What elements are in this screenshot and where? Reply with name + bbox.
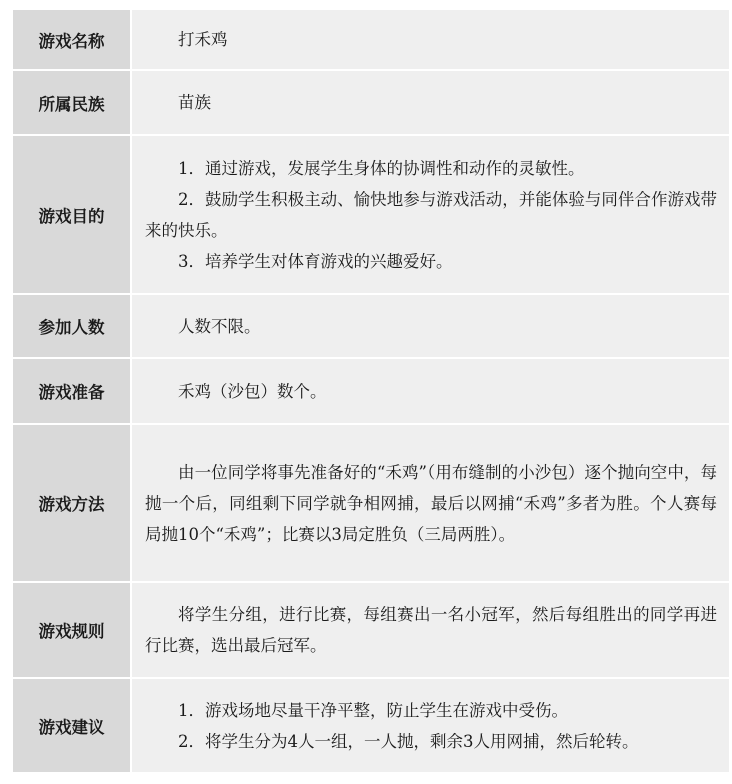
content-paragraph: 将学生分组，进行比赛，每组赛出一名小冠军，然后每组胜出的同学再进行比赛，选出最后冠军。 [145, 605, 717, 655]
row-label: 游戏建议 [13, 679, 132, 774]
content-paragraph: 禾鸡（沙包）数个。 [178, 381, 327, 401]
row-label: 所属民族 [13, 71, 132, 136]
row-content [132, 583, 729, 679]
game-info-table [13, 10, 729, 774]
row-label: 游戏目的 [13, 136, 132, 295]
content-paragraph: 苗族 [178, 93, 211, 112]
row-content [132, 679, 729, 774]
table-row [13, 679, 729, 774]
table-row [13, 359, 729, 425]
row-content [132, 71, 729, 136]
row-content [132, 10, 729, 71]
table-row [13, 425, 729, 583]
content-paragraph: 3．培养学生对体育游戏的兴趣爱好。 [178, 251, 453, 271]
content-paragraph: 人数不限。 [178, 316, 261, 336]
content-paragraph: 1．通过游戏，发展学生身体的协调性和动作的灵敏性。 [178, 158, 585, 178]
row-label: 参加人数 [13, 295, 132, 359]
row-label: 游戏规则 [13, 583, 132, 679]
content-paragraph: 打禾鸡 [178, 30, 228, 49]
table-row [13, 583, 729, 679]
table-row [13, 71, 729, 136]
row-content [132, 295, 729, 359]
content-paragraph: 2．将学生分为4人一组，一人抛，剩余3人用网捕，然后轮转。 [178, 731, 639, 751]
row-label: 游戏名称 [13, 10, 132, 71]
row-content [132, 359, 729, 425]
content-paragraph: 由一位同学将事先准备好的“禾鸡”（用布缝制的小沙包）逐个抛向空中，每抛一个后，同组剩下同学就争相网捕，最后以网捕“禾鸡”多者为胜。个人赛每局抛10个“禾鸡”；比赛以3局定胜负（三局两胜）。 [145, 462, 717, 544]
content-paragraph: 1．游戏场地尽量干净平整，防止学生在游戏中受伤。 [178, 700, 568, 720]
content-paragraph: 2．鼓励学生积极主动、愉快地参与游戏活动，并能体验与同伴合作游戏带来的快乐。 [145, 189, 717, 240]
table-row [13, 136, 729, 295]
row-label: 游戏准备 [13, 359, 132, 425]
row-content [132, 136, 729, 295]
row-label: 游戏方法 [13, 425, 132, 583]
table-row [13, 295, 729, 359]
table-row [13, 10, 729, 71]
row-content [132, 425, 729, 583]
